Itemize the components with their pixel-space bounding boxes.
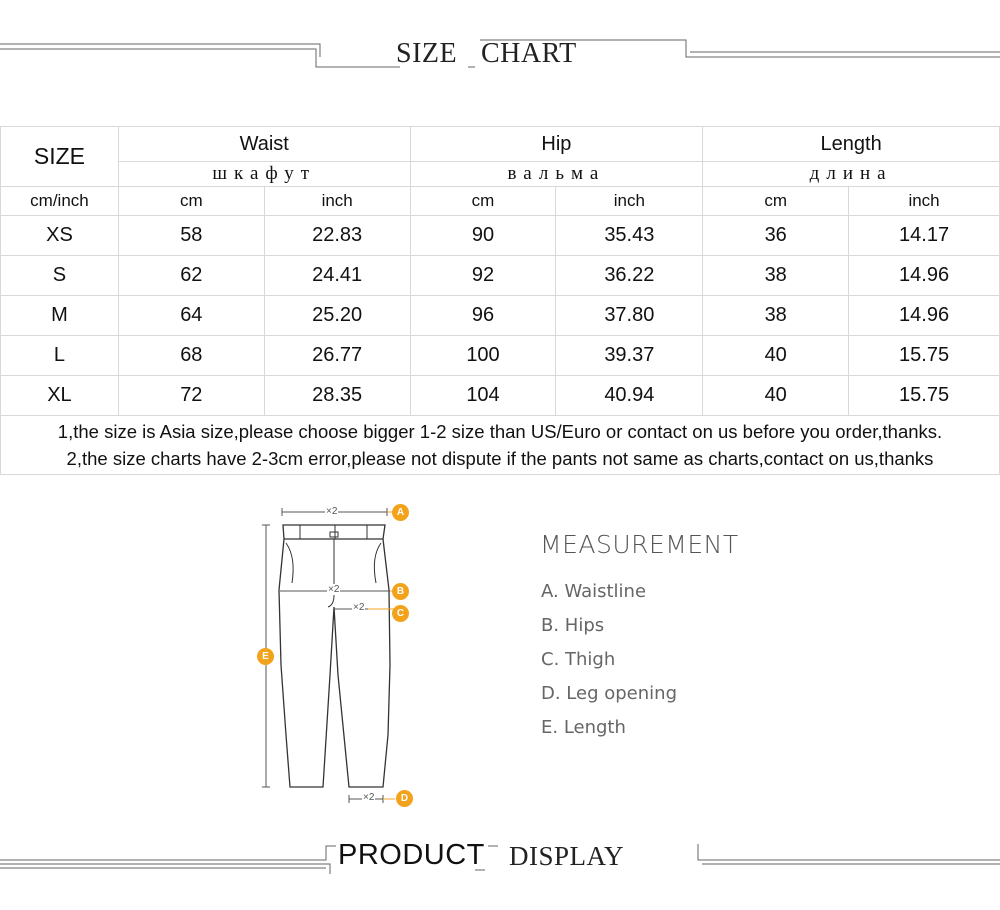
length-inch-header: inch (849, 187, 1000, 216)
measurement-title: MEASUREMENT (540, 530, 739, 559)
length-cm-cell: 38 (703, 256, 849, 296)
waist-dim-label: ×2 (326, 506, 338, 517)
pants-outline (250, 495, 420, 815)
banner-word-product: PRODUCT (338, 839, 485, 871)
note-line: 1,the size is Asia size,please choose bigger 1-2 size than US/Euro or contact on us before you order,thanks. (57, 421, 943, 442)
waist-cm-cell: 62 (118, 256, 264, 296)
table-row (1, 336, 1000, 376)
length-header: Length (703, 127, 1000, 162)
measurement-list (541, 581, 677, 751)
hip-dim-label: ×2 (328, 584, 340, 595)
size-chart-table (0, 126, 1000, 475)
length-cm-cell: 36 (703, 216, 849, 256)
badge-a-icon: A (392, 504, 409, 521)
hip-header: Hip (410, 127, 703, 162)
banner-frame (0, 834, 1000, 894)
waist-cm-cell: 68 (118, 336, 264, 376)
measurement-item: B. Hips (541, 615, 605, 636)
length-inch-cell: 14.96 (849, 296, 1000, 336)
waist-inch-cell: 28.35 (264, 376, 410, 416)
hip-cm-cell: 104 (410, 376, 556, 416)
size-chart-banner (0, 30, 1000, 90)
hip-cm-cell: 100 (410, 336, 556, 376)
waist-cm-header: cm (118, 187, 264, 216)
measurement-item: A. Waistline (541, 581, 647, 602)
hip-cm-cell: 92 (410, 256, 556, 296)
waist-header: Waist (118, 127, 410, 162)
badge-e-icon: E (257, 648, 274, 665)
size-cell: M (1, 296, 119, 336)
thigh-dim-label: ×2 (353, 602, 365, 613)
hip-inch-cell: 37.80 (556, 296, 703, 336)
leg-dim-label: ×2 (363, 792, 375, 803)
unit-label: cm/inch (1, 187, 119, 216)
hip-inch-cell: 35.43 (556, 216, 703, 256)
waist-cm-cell: 64 (118, 296, 264, 336)
measurement-item: D. Leg opening (541, 683, 677, 704)
length-inch-cell: 15.75 (849, 376, 1000, 416)
waist-inch-cell: 22.83 (264, 216, 410, 256)
length-cm-cell: 38 (703, 296, 849, 336)
hip-inch-cell: 39.37 (556, 336, 703, 376)
badge-c-icon: C (392, 605, 409, 622)
length-cm-cell: 40 (703, 336, 849, 376)
hip-cm-cell: 90 (410, 216, 556, 256)
size-notes (1, 416, 1000, 475)
table-row (1, 256, 1000, 296)
hip-translation: вальма (410, 162, 703, 187)
waist-inch-cell: 26.77 (264, 336, 410, 376)
table-row (1, 296, 1000, 336)
table-row (1, 216, 1000, 256)
pants-measurement-diagram (250, 495, 420, 815)
waist-cm-cell: 72 (118, 376, 264, 416)
note-line: 2,the size charts have 2-3cm error,please not dispute if the pants not same as charts,contact on us,thanks (66, 448, 934, 469)
hip-cm-header: cm (410, 187, 556, 216)
length-inch-cell: 15.75 (849, 336, 1000, 376)
hip-inch-cell: 36.22 (556, 256, 703, 296)
badge-d-icon: D (396, 790, 413, 807)
banner-word-chart: CHART (481, 38, 577, 69)
product-display-banner (0, 834, 1000, 894)
measurement-item: E. Length (541, 717, 626, 738)
length-inch-cell: 14.17 (849, 216, 1000, 256)
size-cell: XL (1, 376, 119, 416)
size-cell: XS (1, 216, 119, 256)
banner-word-size: SIZE (396, 38, 458, 69)
hip-inch-header: inch (556, 187, 703, 216)
waist-inch-cell: 24.41 (264, 256, 410, 296)
length-cm-cell: 40 (703, 376, 849, 416)
measurement-item: C. Thigh (541, 649, 616, 670)
size-cell: L (1, 336, 119, 376)
hip-inch-cell: 40.94 (556, 376, 703, 416)
badge-b-icon: B (392, 583, 409, 600)
hip-cm-cell: 96 (410, 296, 556, 336)
banner-word-display: DISPLAY (509, 841, 625, 871)
waist-inch-cell: 25.20 (264, 296, 410, 336)
waist-translation: шкафут (118, 162, 410, 187)
length-cm-header: cm (703, 187, 849, 216)
size-header: SIZE (1, 127, 119, 187)
length-translation: длина (703, 162, 1000, 187)
length-inch-cell: 14.96 (849, 256, 1000, 296)
table-row (1, 376, 1000, 416)
waist-inch-header: inch (264, 187, 410, 216)
size-cell: S (1, 256, 119, 296)
waist-cm-cell: 58 (118, 216, 264, 256)
